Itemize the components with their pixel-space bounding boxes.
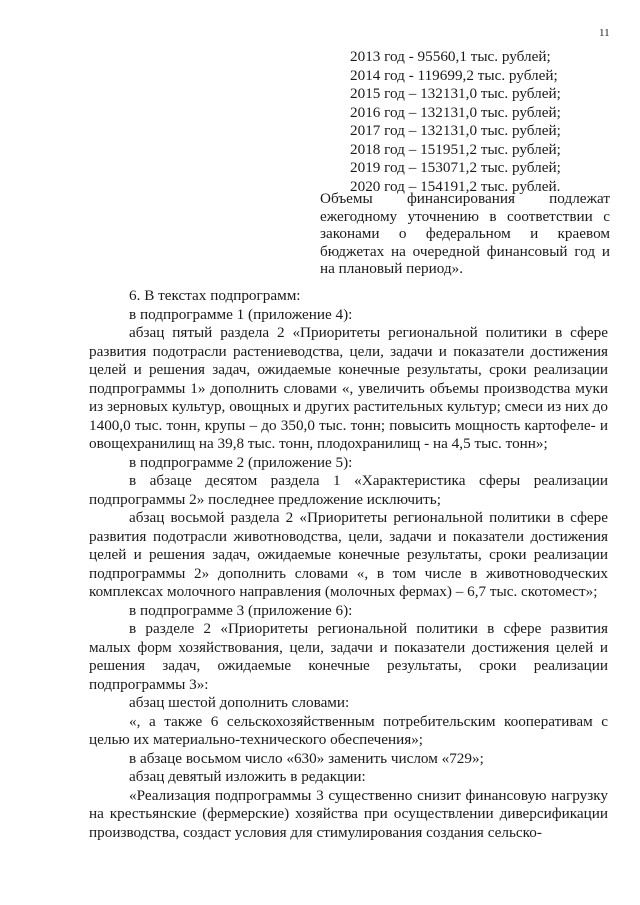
- paragraph-abzac-9-text: «Реализация подпрограммы 3 существенно снизит финансовую нагрузку на крестьянские (фермерские) хозяйства при осуществлении диверсификации производства, создаст условия для стимулирования создания сельско-: [89, 786, 608, 841]
- paragraph-abzac-6-addition: «, а также 6 сельскохозяйственным потребительским кооперативам с целью их материально-технического обеспечения»;: [89, 712, 608, 748]
- paragraph-subprogram-3: в подпрограмме 3 (приложение 6):: [129, 601, 353, 619]
- paragraph-subprogram-2: в подпрограмме 2 (приложение 5):: [129, 453, 353, 471]
- paragraph-subprogram-3-section-2: в разделе 2 «Приоритеты региональной политики в сфере развития малых форм хозяйствования, цели, задачи и показатели достижения целей и решения задач, ожидаемые конечные результаты, сроки реализации подпрограммы 3»:: [89, 620, 608, 693]
- funding-year-2013: 2013 год - 95560,1 тыс. рублей;: [350, 48, 551, 65]
- paragraph-abzac-6: абзац шестой дополнить словами:: [129, 694, 350, 711]
- paragraph-abzac-8: в абзаце восьмом число «630» заменить числом «729»;: [129, 749, 484, 767]
- funding-year-2018: 2018 год – 151951,2 тыс. рублей;: [350, 140, 561, 158]
- paragraph-subprogram-1: в подпрограмме 1 (приложение 4):: [129, 305, 353, 323]
- page-number: 11: [599, 27, 610, 39]
- funding-year-2016: 2016 год – 132131,0 тыс. рублей;: [350, 103, 561, 121]
- funding-list: [350, 48, 570, 196]
- paragraph-section-6: 6. В текстах подпрограмм:: [129, 287, 301, 304]
- funding-note: Объемы финансирования подлежат ежегодному уточнению в соответствии с законами о федеральном и краевом бюджетах на очередной финансовый год и на плановый период».: [320, 190, 610, 277]
- funding-year-2014: 2014 год - 119699,2 тыс. рублей;: [350, 66, 558, 84]
- paragraph-subprogram-2-section-2: абзац восьмой раздела 2 «Приоритеты региональной политики в сфере развития подотрасли животноводства, цели, задачи и показатели достижения целей и решения задач, ожидаемые конечные результаты, сроки реализации подпрограммы 2» дополнить словами «, в том числе в животноводческих комплексах молочного направления (молочных фермах) – 6,7 тыс. скотомест»;: [89, 509, 608, 600]
- paragraph-subprogram-2-section-1: в абзаце десятом раздела 1 «Характеристика сферы реализации подпрограммы 2» последнее предложение исключить;: [89, 472, 608, 508]
- paragraph-subprogram-1-amendment: абзац пятый раздела 2 «Приоритеты региональной политики в сфере развития подотрасли растениеводства, цели, задачи и показатели достижения целей и решения задач, ожидаемые конечные результаты, сроки реализации подпрограммы 1» дополнить словами «, увеличить объемы производства муки из зерновых культур, овощных и других растительных культур; смеси из них до 1400,0 тыс. тонн, крупы – до 350,0 тыс. тонн; повысить мощность картофеле- и овощехранилищ на 39,8 тыс. тонн, плодохранилищ - на 4,5 тыс. тонн»;: [89, 324, 608, 452]
- funding-year-2017: 2017 год – 132131,0 тыс. рублей;: [350, 122, 561, 139]
- body-text: [89, 287, 608, 842]
- paragraph-abzac-9: абзац девятый изложить в редакции:: [129, 768, 366, 785]
- funding-year-2015: 2015 год – 132131,0 тыс. рублей;: [350, 85, 561, 102]
- funding-year-2019: 2019 год – 153071,2 тыс. рублей;: [350, 159, 561, 176]
- funding-year-2020: 2020 год – 154191,2 тыс. рублей.: [350, 177, 561, 195]
